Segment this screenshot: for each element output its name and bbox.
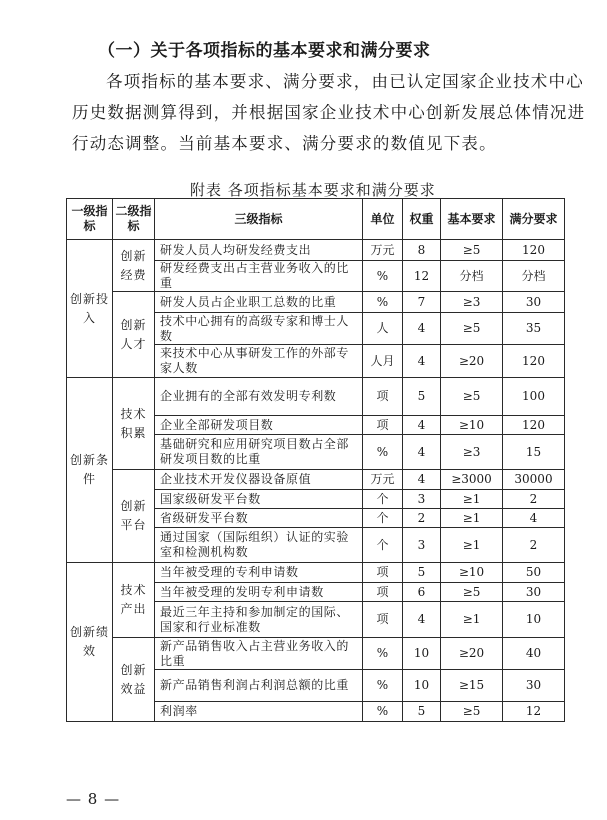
weight-cell: 2 [403, 509, 441, 528]
weight-cell: 10 [403, 638, 441, 670]
weight-cell: 4 [403, 435, 441, 470]
table-caption: 附表 各项指标基本要求和满分要求 [190, 181, 436, 199]
full-requirement-cell: 30 [503, 292, 565, 313]
basic-requirement-cell: ≥20 [441, 638, 503, 670]
weight-cell: 12 [403, 261, 441, 292]
header-basic: 基本要求 [441, 199, 503, 240]
full-requirement-cell: 50 [503, 563, 565, 583]
table-body [67, 240, 565, 722]
header-level1: 一级指标 [67, 199, 113, 240]
level2-indicator: 创新人才 [113, 292, 155, 378]
unit-cell: 项 [363, 563, 403, 583]
level2-indicator: 技术产出 [113, 563, 155, 638]
unit-cell: % [363, 435, 403, 470]
basic-requirement-cell: ≥3 [441, 435, 503, 470]
weight-cell: 7 [403, 292, 441, 313]
level3-indicator: 最近三年主持和参加制定的国际、国家和行业标准数 [155, 602, 363, 638]
level3-indicator: 来技术中心从事研发工作的外部专家人数 [155, 345, 363, 378]
header-unit: 单位 [363, 199, 403, 240]
unit-cell: 人 [363, 313, 403, 345]
level3-indicator: 技术中心拥有的高级专家和博士人数 [155, 313, 363, 345]
full-requirement-cell: 120 [503, 416, 565, 435]
full-requirement-cell: 40 [503, 638, 565, 670]
unit-cell: % [363, 670, 403, 702]
intro-paragraph [72, 66, 586, 159]
weight-cell: 4 [403, 345, 441, 378]
level3-indicator: 企业技术开发仪器设备原值 [155, 470, 363, 490]
basic-requirement-cell: ≥10 [441, 563, 503, 583]
full-requirement-cell: 2 [503, 490, 565, 509]
weight-cell: 4 [403, 416, 441, 435]
level3-indicator: 新产品销售利润占利润总额的比重 [155, 670, 363, 702]
unit-cell: 项 [363, 378, 403, 416]
level3-indicator: 基础研究和应用研究项目数占全部研发项目数的比重 [155, 435, 363, 470]
weight-cell: 5 [403, 702, 441, 722]
level2-indicator: 创新平台 [113, 470, 155, 563]
header-level3: 三级指标 [155, 199, 363, 240]
weight-cell: 5 [403, 378, 441, 416]
full-requirement-cell: 35 [503, 313, 565, 345]
full-requirement-cell: 2 [503, 528, 565, 563]
unit-cell: 个 [363, 528, 403, 563]
basic-requirement-cell: ≥1 [441, 509, 503, 528]
basic-requirement-cell: ≥5 [441, 313, 503, 345]
level3-indicator: 企业拥有的全部有效发明专利数 [155, 378, 363, 416]
weight-cell: 4 [403, 470, 441, 490]
paragraph-line: 历史数据测算得到，并根据国家企业技术中心创新发展总体情况进 [72, 103, 586, 122]
level3-indicator: 当年被受理的发明专利申请数 [155, 583, 363, 602]
level3-indicator: 研发人员人均研发经费支出 [155, 240, 363, 261]
weight-cell: 8 [403, 240, 441, 261]
full-requirement-cell: 10 [503, 602, 565, 638]
level2-indicator: 技术积累 [113, 378, 155, 470]
level1-indicator: 创新绩效 [67, 563, 113, 722]
section-heading: （一）关于各项指标的基本要求和满分要求 [98, 41, 431, 61]
header-weight: 权重 [403, 199, 441, 240]
page-number: — 8 — [66, 790, 121, 808]
level2-indicator: 创新效益 [113, 638, 155, 722]
weight-cell: 3 [403, 490, 441, 509]
full-requirement-cell: 120 [503, 240, 565, 261]
level3-indicator: 当年被受理的专利申请数 [155, 563, 363, 583]
unit-cell: 个 [363, 490, 403, 509]
table-row [67, 470, 565, 490]
table-row [67, 240, 565, 261]
level3-indicator: 研发人员占企业职工总数的比重 [155, 292, 363, 313]
level3-indicator: 研发经费支出占主营业务收入的比重 [155, 261, 363, 292]
paragraph-line: 各项指标的基本要求、满分要求，由已认定国家企业技术中心 [106, 72, 584, 91]
level3-indicator: 企业全部研发项目数 [155, 416, 363, 435]
basic-requirement-cell: ≥1 [441, 528, 503, 563]
basic-requirement-cell: ≥15 [441, 670, 503, 702]
basic-requirement-cell: ≥5 [441, 240, 503, 261]
level1-indicator: 创新条件 [67, 378, 113, 563]
table-row [67, 638, 565, 670]
level3-indicator: 新产品销售收入占主营业务收入的比重 [155, 638, 363, 670]
full-requirement-cell: 分档 [503, 261, 565, 292]
level1-indicator: 创新投入 [67, 240, 113, 378]
unit-cell: 项 [363, 583, 403, 602]
basic-requirement-cell: ≥20 [441, 345, 503, 378]
basic-requirement-cell: ≥1 [441, 490, 503, 509]
level3-indicator: 通过国家（国际组织）认证的实验室和检测机构数 [155, 528, 363, 563]
full-requirement-cell: 100 [503, 378, 565, 416]
full-requirement-cell: 15 [503, 435, 565, 470]
level3-indicator: 省级研发平台数 [155, 509, 363, 528]
table-row [67, 563, 565, 583]
table-row [67, 292, 565, 313]
unit-cell: % [363, 638, 403, 670]
unit-cell: % [363, 702, 403, 722]
basic-requirement-cell: ≥3 [441, 292, 503, 313]
basic-requirement-cell: ≥5 [441, 702, 503, 722]
full-requirement-cell: 12 [503, 702, 565, 722]
unit-cell: 个 [363, 509, 403, 528]
basic-requirement-cell: ≥5 [441, 583, 503, 602]
header-level2: 二级指标 [113, 199, 155, 240]
table-header-row [67, 199, 565, 240]
basic-requirement-cell: ≥5 [441, 378, 503, 416]
weight-cell: 4 [403, 313, 441, 345]
basic-requirement-cell: ≥3000 [441, 470, 503, 490]
basic-requirement-cell: 分档 [441, 261, 503, 292]
level3-indicator: 国家级研发平台数 [155, 490, 363, 509]
unit-cell: % [363, 261, 403, 292]
paragraph-line: 行动态调整。当前基本要求、满分要求的数值见下表。 [72, 134, 497, 153]
weight-cell: 4 [403, 602, 441, 638]
unit-cell: 人月 [363, 345, 403, 378]
unit-cell: 项 [363, 602, 403, 638]
full-requirement-cell: 4 [503, 509, 565, 528]
table-row [67, 378, 565, 416]
weight-cell: 3 [403, 528, 441, 563]
unit-cell: % [363, 292, 403, 313]
basic-requirement-cell: ≥1 [441, 602, 503, 638]
weight-cell: 6 [403, 583, 441, 602]
unit-cell: 项 [363, 416, 403, 435]
full-requirement-cell: 120 [503, 345, 565, 378]
indicator-table [66, 198, 565, 722]
basic-requirement-cell: ≥10 [441, 416, 503, 435]
unit-cell: 万元 [363, 240, 403, 261]
header-full: 满分要求 [503, 199, 565, 240]
full-requirement-cell: 30 [503, 670, 565, 702]
level3-indicator: 利润率 [155, 702, 363, 722]
full-requirement-cell: 30 [503, 583, 565, 602]
full-requirement-cell: 30000 [503, 470, 565, 490]
weight-cell: 10 [403, 670, 441, 702]
unit-cell: 万元 [363, 470, 403, 490]
level2-indicator: 创新经费 [113, 240, 155, 292]
weight-cell: 5 [403, 563, 441, 583]
